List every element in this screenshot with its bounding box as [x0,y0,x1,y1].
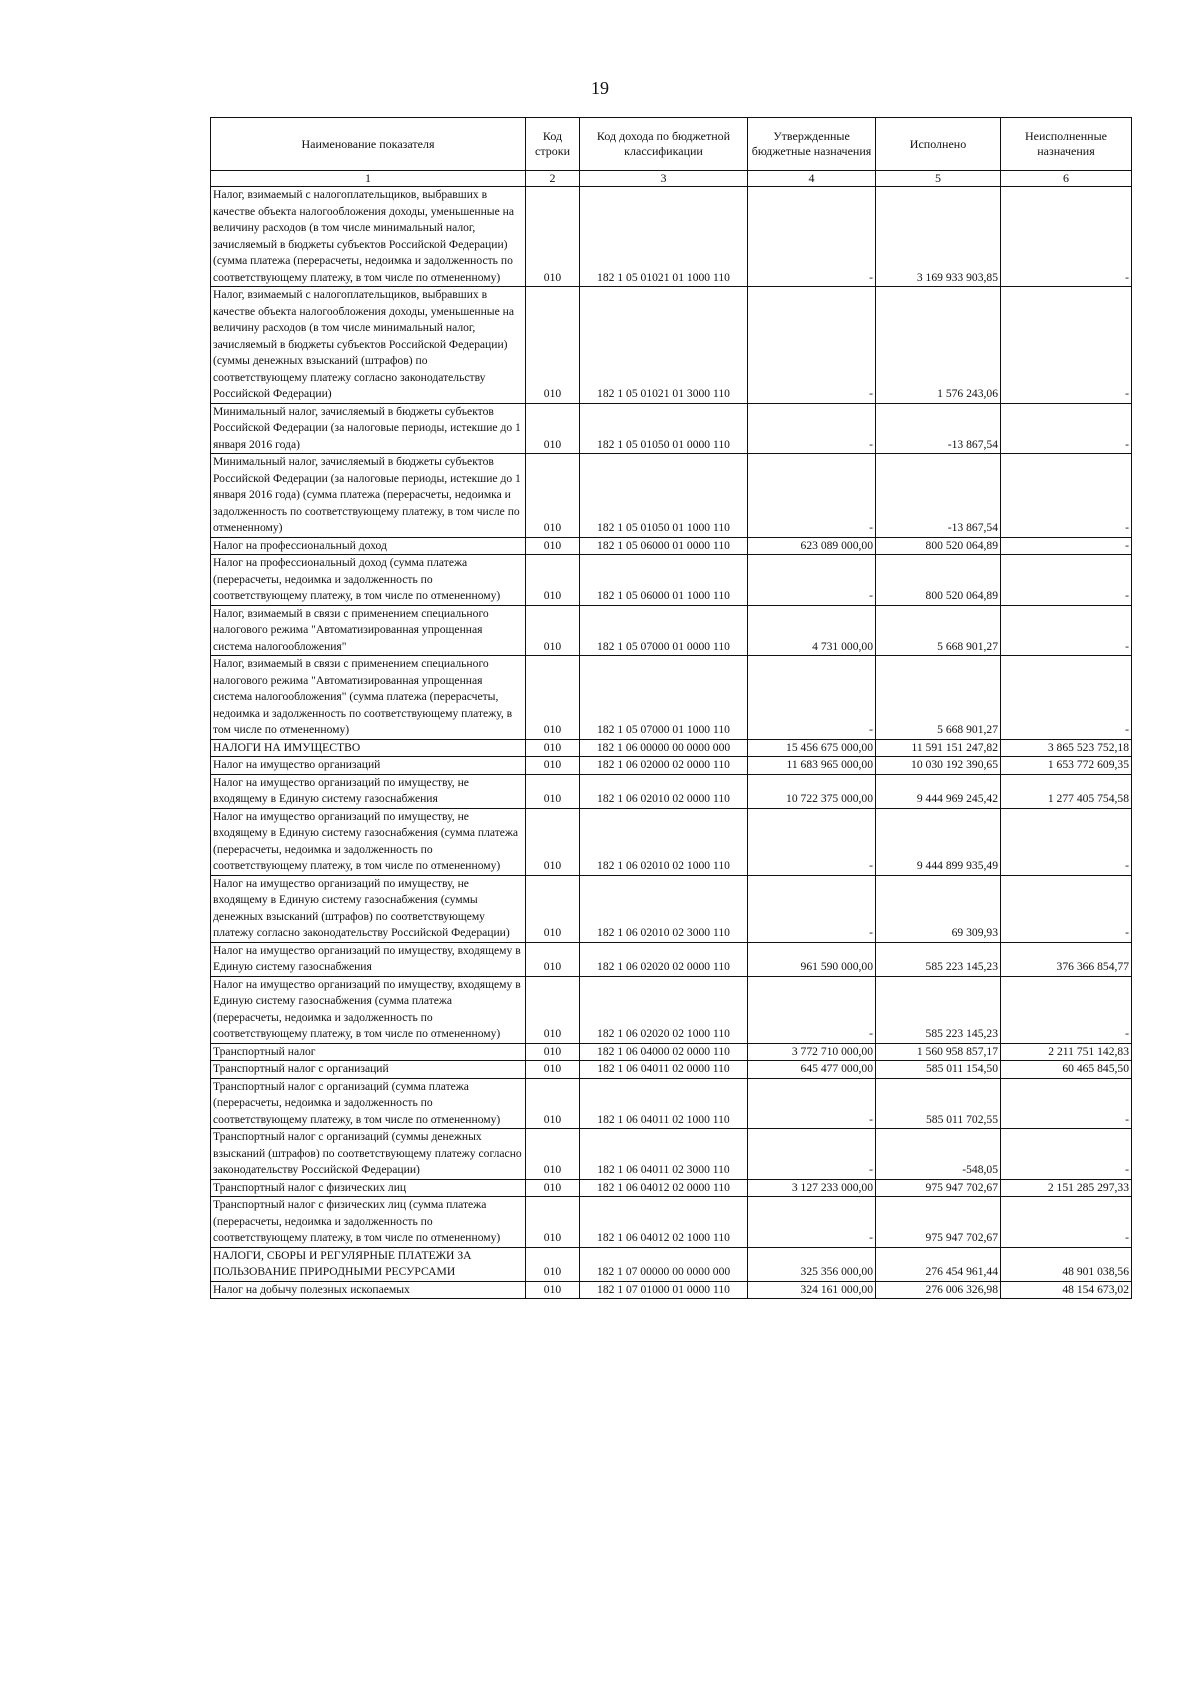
row-code-cell: 010 [526,454,580,538]
row-unexecuted-cell: - [1001,1129,1132,1180]
row-executed-cell: 975 947 702,67 [876,1179,1001,1197]
row-approved-cell: - [748,875,876,942]
row-unexecuted-cell: - [1001,1197,1132,1248]
row-code-cell: 010 [526,1281,580,1299]
row-code-cell: 010 [526,187,580,287]
table-row [211,454,1132,538]
row-kbk-cell: 182 1 06 04011 02 1000 110 [580,1078,748,1129]
column-header-code: Код строки [526,118,580,171]
row-unexecuted-cell: - [1001,808,1132,875]
row-approved-cell: - [748,287,876,404]
row-approved-cell: 11 683 965 000,00 [748,757,876,775]
row-approved-cell: 645 477 000,00 [748,1061,876,1079]
row-approved-cell: 3 772 710 000,00 [748,1043,876,1061]
row-kbk-cell: 182 1 06 04011 02 0000 110 [580,1061,748,1079]
row-code-cell: 010 [526,1247,580,1281]
table-row [211,1179,1132,1197]
row-executed-cell: 975 947 702,67 [876,1197,1001,1248]
row-kbk-cell: 182 1 05 01021 01 1000 110 [580,187,748,287]
row-approved-cell: - [748,1197,876,1248]
row-kbk-cell: 182 1 05 01021 01 3000 110 [580,287,748,404]
row-approved-cell: 4 731 000,00 [748,605,876,656]
row-executed-cell: -13 867,54 [876,454,1001,538]
row-unexecuted-cell: - [1001,454,1132,538]
row-approved-cell: 3 127 233 000,00 [748,1179,876,1197]
column-number: 3 [580,171,748,187]
row-unexecuted-cell: 60 465 845,50 [1001,1061,1132,1079]
row-name-cell: Налог на имущество организаций по имуществу, не входящему в Единую систему газоснабжения (сумма платежа (перерасчеты, недоимка и задолженность по соответствующему платежу, в том числе по отмененному) [211,808,526,875]
row-executed-cell: 9 444 969 245,42 [876,774,1001,808]
row-approved-cell: - [748,403,876,454]
row-name-cell: Налог, взимаемый с налогоплательщиков, выбравших в качестве объекта налогообложения доходы, уменьшенные на величину расходов (в том числе минимальный налог, зачисляемый в бюджеты субъектов Российской Федерации) (сумма платежа (перерасчеты, недоимка и задолженность по соответствующему платежу, в том числе по отмененному) [211,187,526,287]
row-kbk-cell: 182 1 06 02010 02 1000 110 [580,808,748,875]
row-unexecuted-cell: 2 211 751 142,83 [1001,1043,1132,1061]
row-approved-cell: 961 590 000,00 [748,942,876,976]
column-number: 1 [211,171,526,187]
column-number: 5 [876,171,1001,187]
table-row [211,739,1132,757]
table-row [211,1281,1132,1299]
column-number: 4 [748,171,876,187]
row-code-cell: 010 [526,942,580,976]
row-name-cell: Налог на имущество организаций по имуществу, не входящему в Единую систему газоснабжения (суммы денежных взысканий (штрафов) по соответствующему платежу согласно законодательству Российской Федерации) [211,875,526,942]
row-kbk-cell: 182 1 06 04012 02 1000 110 [580,1197,748,1248]
row-name-cell: Налог, взимаемый с налогоплательщиков, выбравших в качестве объекта налогообложения доходы, уменьшенные на величину расходов (в том числе минимальный налог, зачисляемый в бюджеты субъектов Российской Федерации) (суммы денежных взысканий (штрафов) по соответствующему платежу согласно законодательству Российской Федерации) [211,287,526,404]
row-executed-cell: 5 668 901,27 [876,656,1001,740]
row-code-cell: 010 [526,875,580,942]
row-name-cell: Транспортный налог [211,1043,526,1061]
row-kbk-cell: 182 1 07 01000 01 0000 110 [580,1281,748,1299]
row-executed-cell: 800 520 064,89 [876,537,1001,555]
row-code-cell: 010 [526,1129,580,1180]
row-approved-cell: - [748,808,876,875]
row-code-cell: 010 [526,757,580,775]
row-kbk-cell: 182 1 05 07000 01 0000 110 [580,605,748,656]
row-kbk-cell: 182 1 06 02020 02 1000 110 [580,976,748,1043]
row-unexecuted-cell: 3 865 523 752,18 [1001,739,1132,757]
row-executed-cell: 10 030 192 390,65 [876,757,1001,775]
row-kbk-cell: 182 1 06 02000 02 0000 110 [580,757,748,775]
row-approved-cell: - [748,555,876,606]
row-kbk-cell: 182 1 05 06000 01 0000 110 [580,537,748,555]
row-unexecuted-cell: - [1001,287,1132,404]
row-name-cell: Налог на профессиональный доход (сумма платежа (перерасчеты, недоимка и задолженность по соответствующему платежу, в том числе по отмененному) [211,555,526,606]
row-executed-cell: 5 668 901,27 [876,605,1001,656]
table-row [211,537,1132,555]
row-executed-cell: 1 560 958 857,17 [876,1043,1001,1061]
table-row [211,757,1132,775]
column-number: 2 [526,171,580,187]
row-executed-cell: 11 591 151 247,82 [876,739,1001,757]
column-header-kbk: Код дохода по бюджетной классификации [580,118,748,171]
row-approved-cell: - [748,454,876,538]
row-unexecuted-cell: 1 653 772 609,35 [1001,757,1132,775]
row-kbk-cell: 182 1 05 06000 01 1000 110 [580,555,748,606]
column-number: 6 [1001,171,1132,187]
row-kbk-cell: 182 1 05 01050 01 0000 110 [580,403,748,454]
column-number-row [211,171,1132,187]
table-row [211,605,1132,656]
row-name-cell: Налог на имущество организаций по имуществу, входящему в Единую систему газоснабжения [211,942,526,976]
row-approved-cell: 324 161 000,00 [748,1281,876,1299]
table-row [211,287,1132,404]
row-code-cell: 010 [526,1078,580,1129]
row-kbk-cell: 182 1 07 00000 00 0000 000 [580,1247,748,1281]
row-kbk-cell: 182 1 06 02010 02 0000 110 [580,774,748,808]
table-row [211,1197,1132,1248]
row-unexecuted-cell: - [1001,403,1132,454]
row-code-cell: 010 [526,1061,580,1079]
row-name-cell: Минимальный налог, зачисляемый в бюджеты субъектов Российской Федерации (за налоговые периоды, истекшие до 1 января 2016 года) [211,403,526,454]
row-name-cell: Налог, взимаемый в связи с применением специального налогового режима "Автоматизированная упрощенная система налогообложения" (сумма платежа (перерасчеты, недоимка и задолженность по соответствующему платежу, в том числе по отмененному) [211,656,526,740]
row-kbk-cell: 182 1 06 04012 02 0000 110 [580,1179,748,1197]
row-approved-cell: 623 089 000,00 [748,537,876,555]
table-row [211,808,1132,875]
table-header-row [211,118,1132,171]
row-unexecuted-cell: 48 154 673,02 [1001,1281,1132,1299]
row-unexecuted-cell: - [1001,555,1132,606]
row-unexecuted-cell: 1 277 405 754,58 [1001,774,1132,808]
row-name-cell: Транспортный налог с физических лиц [211,1179,526,1197]
row-name-cell: Транспортный налог с организаций [211,1061,526,1079]
page-number: 19 [591,78,609,98]
table-row [211,403,1132,454]
row-approved-cell: 325 356 000,00 [748,1247,876,1281]
row-unexecuted-cell: 376 366 854,77 [1001,942,1132,976]
row-code-cell: 010 [526,403,580,454]
row-executed-cell: -548,05 [876,1129,1001,1180]
row-executed-cell: 3 169 933 903,85 [876,187,1001,287]
row-code-cell: 010 [526,287,580,404]
row-name-cell: Минимальный налог, зачисляемый в бюджеты субъектов Российской Федерации (за налоговые периоды, истекшие до 1 января 2016 года) (сумма платежа (перерасчеты, недоимка и задолженность по соответствующему платежу, в том числе по отмененному) [211,454,526,538]
column-header-executed: Исполнено [876,118,1001,171]
row-kbk-cell: 182 1 06 02010 02 3000 110 [580,875,748,942]
row-executed-cell: 69 309,93 [876,875,1001,942]
row-executed-cell: 800 520 064,89 [876,555,1001,606]
row-code-cell: 010 [526,739,580,757]
row-executed-cell: -13 867,54 [876,403,1001,454]
row-unexecuted-cell: 48 901 038,56 [1001,1247,1132,1281]
table-row [211,555,1132,606]
row-kbk-cell: 182 1 06 00000 00 0000 000 [580,739,748,757]
row-approved-cell: - [748,1129,876,1180]
row-unexecuted-cell: - [1001,656,1132,740]
table-row [211,1043,1132,1061]
row-approved-cell: 10 722 375 000,00 [748,774,876,808]
row-approved-cell: - [748,656,876,740]
row-code-cell: 010 [526,1197,580,1248]
table-row [211,942,1132,976]
row-name-cell: Налог на добычу полезных ископаемых [211,1281,526,1299]
row-unexecuted-cell: - [1001,875,1132,942]
row-code-cell: 010 [526,605,580,656]
row-executed-cell: 276 454 961,44 [876,1247,1001,1281]
row-code-cell: 010 [526,537,580,555]
row-unexecuted-cell: - [1001,1078,1132,1129]
row-name-cell: НАЛОГИ, СБОРЫ И РЕГУЛЯРНЫЕ ПЛАТЕЖИ ЗА ПОЛЬЗОВАНИЕ ПРИРОДНЫМИ РЕСУРСАМИ [211,1247,526,1281]
row-kbk-cell: 182 1 05 01050 01 1000 110 [580,454,748,538]
table-row [211,1129,1132,1180]
row-executed-cell: 585 223 145,23 [876,942,1001,976]
row-name-cell: Налог на имущество организаций по имуществу, входящему в Единую систему газоснабжения (сумма платежа (перерасчеты, недоимка и задолженность по соответствующему платежу, в том числе по отмененному) [211,976,526,1043]
row-approved-cell: - [748,187,876,287]
row-approved-cell: - [748,1078,876,1129]
row-executed-cell: 9 444 899 935,49 [876,808,1001,875]
row-unexecuted-cell: - [1001,976,1132,1043]
row-kbk-cell: 182 1 06 02020 02 0000 110 [580,942,748,976]
row-code-cell: 010 [526,656,580,740]
row-name-cell: Налог, взимаемый в связи с применением специального налогового режима "Автоматизированная упрощенная система налогообложения" [211,605,526,656]
row-name-cell: Налог на имущество организаций по имуществу, не входящему в Единую систему газоснабжения [211,774,526,808]
row-unexecuted-cell: 2 151 285 297,33 [1001,1179,1132,1197]
row-kbk-cell: 182 1 06 04000 02 0000 110 [580,1043,748,1061]
table-body [211,187,1132,1299]
budget-execution-table [210,117,1132,1299]
row-name-cell: Транспортный налог с организаций (сумма платежа (перерасчеты, недоимка и задолженность по соответствующему платежу, в том числе по отмененному) [211,1078,526,1129]
table-row [211,774,1132,808]
table-row [211,976,1132,1043]
row-code-cell: 010 [526,976,580,1043]
table-row [211,656,1132,740]
column-header-unexecuted: Неисполненные назначения [1001,118,1132,171]
table-row [211,1061,1132,1079]
table-row [211,1078,1132,1129]
row-name-cell: Налог на профессиональный доход [211,537,526,555]
row-executed-cell: 1 576 243,06 [876,287,1001,404]
row-name-cell: Транспортный налог с физических лиц (сумма платежа (перерасчеты, недоимка и задолженность по соответствующему платежу, в том числе по отмененному) [211,1197,526,1248]
row-kbk-cell: 182 1 05 07000 01 1000 110 [580,656,748,740]
row-approved-cell: 15 456 675 000,00 [748,739,876,757]
row-approved-cell: - [748,976,876,1043]
row-name-cell: НАЛОГИ НА ИМУЩЕСТВО [211,739,526,757]
row-unexecuted-cell: - [1001,605,1132,656]
row-executed-cell: 585 223 145,23 [876,976,1001,1043]
column-header-approved: Утвержденные бюджетные назначения [748,118,876,171]
table-row [211,1247,1132,1281]
row-name-cell: Налог на имущество организаций [211,757,526,775]
row-code-cell: 010 [526,555,580,606]
row-unexecuted-cell: - [1001,187,1132,287]
row-executed-cell: 585 011 702,55 [876,1078,1001,1129]
row-unexecuted-cell: - [1001,537,1132,555]
row-code-cell: 010 [526,1043,580,1061]
row-kbk-cell: 182 1 06 04011 02 3000 110 [580,1129,748,1180]
table-row [211,875,1132,942]
row-name-cell: Транспортный налог с организаций (суммы денежных взысканий (штрафов) по соответствующему платежу согласно законодательству Российской Федерации) [211,1129,526,1180]
row-code-cell: 010 [526,1179,580,1197]
row-code-cell: 010 [526,774,580,808]
table-row [211,187,1132,287]
row-code-cell: 010 [526,808,580,875]
column-header-name: Наименование показателя [211,118,526,171]
row-executed-cell: 585 011 154,50 [876,1061,1001,1079]
row-executed-cell: 276 006 326,98 [876,1281,1001,1299]
